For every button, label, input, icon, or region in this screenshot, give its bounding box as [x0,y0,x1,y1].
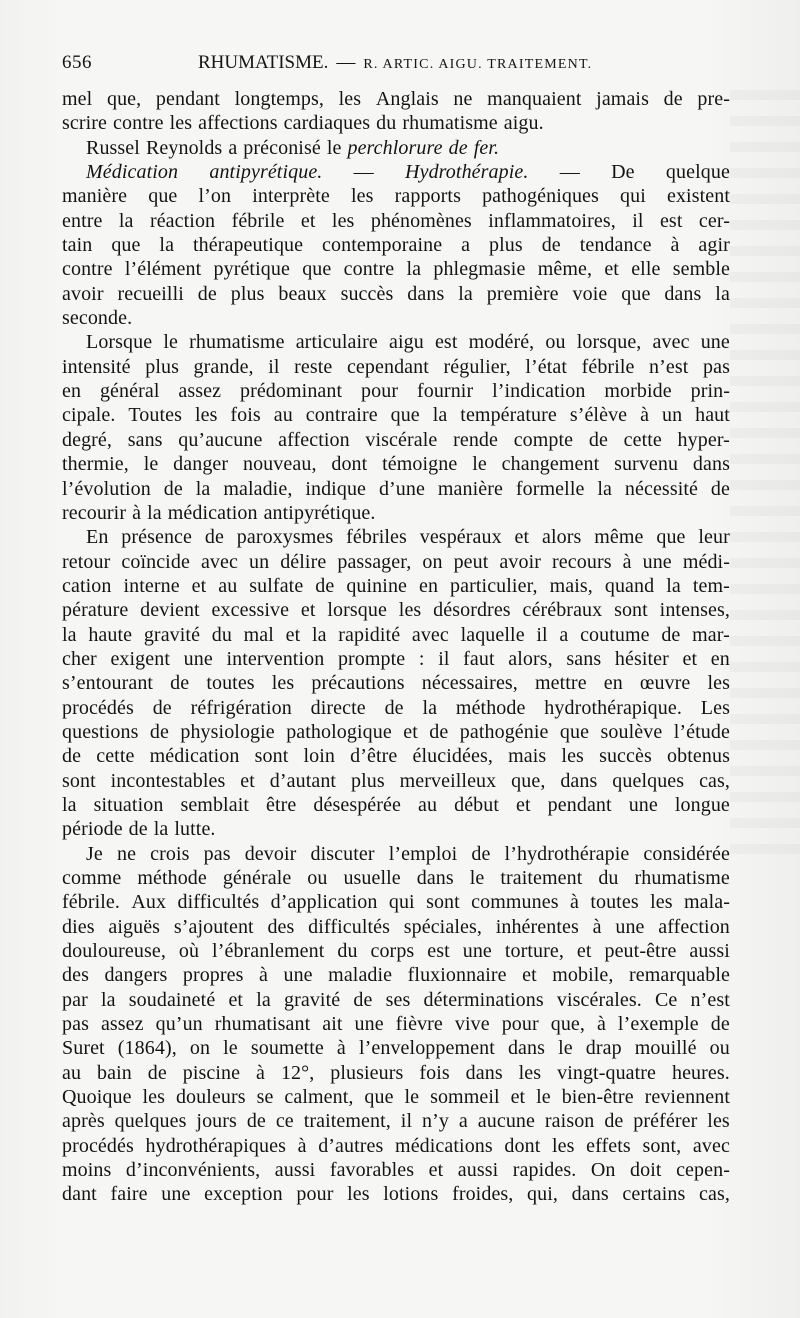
running-title-dash: — [336,52,356,73]
text-line: En présence de paroxysmes fébriles vespéraux et alors même que leur [86,526,730,549]
text-line: sont incontestables et d’autant plus merveilleux que, dans quelques cas, [62,769,730,792]
text-line: manière que l’on interprète les rapports pathogéniques qui existent [62,185,730,208]
text-line: degré, sans qu’aucune affection viscérale rende compte de cette hyper- [62,428,730,451]
text-line: scrire contre les affections cardiaques du rhumatisme aigu. [62,112,544,135]
text-line: période de la lutte. [62,818,216,841]
text-line: pas assez qu’un rhumatisant ait une fièvre vive pour que, à l’exemple de [62,1013,730,1036]
text-line: cation interne et au sulfate de quinine en particulier, mais, quand la tem- [62,574,730,597]
text-line: procédés hydrothérapiques à d’autres médications dont les effets sont, avec [62,1134,730,1157]
text-line: pérature devient excessive et lorsque les désordres cérébraux sont intenses, [62,599,730,622]
text-line: questions de physiologie pathologique et de pathogénie que soulève l’étude [62,720,730,743]
text-line: l’évolution de la maladie, indique d’une manière formelle la nécessité de [62,477,730,500]
text-line: la haute gravité du mal et la rapidité avec laquelle il a coutume de mar- [62,623,730,646]
text-line: cipale. Toutes les fois au contraire que la température s’élève à un haut [62,404,730,427]
text-line: de cette médication sont loin d’être élucidées, mais les succès obtenus [62,745,730,768]
text-line: la situation semblait être désespérée au début et pendant une longue [62,793,730,816]
text-line: mel que, pendant longtemps, les Anglais ne manquaient jamais de pre- [62,88,730,110]
show-through-texture [730,90,800,870]
text-line: Médication antipyrétique. — Hydrothérapie. — De quelque [86,161,730,184]
text-line: en général assez prédominant pour fournir l’indication morbide prin- [62,380,730,403]
text-line: moins d’inconvénients, aussi favorables et aussi rapides. On doit cepen- [62,1159,730,1182]
text-line: des dangers propres à une maladie fluxionnaire et mobile, remarquable [62,964,730,987]
text-line: au bain de piscine à 12°, plusieurs fois dans les vingt-quatre heures. [62,1061,730,1084]
text-line: procédés de réfrigération directe de la méthode hydrothérapique. Les [62,696,730,719]
text-line: s’entourant de toutes les précautions nécessaires, mettre en œuvre les [62,672,730,695]
text-line: intensité plus grande, il reste cependant régulier, l’état fébrile n’est pas [62,355,730,378]
text-line: entre la réaction fébrile et les phénomènes inflammatoires, il est cer- [62,209,730,232]
page-number: 656 [62,52,92,73]
page-header [62,52,730,82]
text-line: seconde. [62,307,133,330]
text-line: Suret (1864), on le soumette à l’enveloppement dans le drap mouillé ou [62,1037,730,1060]
text-line: thermie, le danger nouveau, dont témoigne le changement survenu dans [62,453,730,476]
text-line: après quelques jours de ce traitement, il n’y a aucune raison de préférer les [62,1110,730,1133]
text-line: par la soudaineté et la gravité de ses déterminations viscérales. Ce n’est [62,988,730,1011]
text-line: comme méthode générale ou usuelle dans le traitement du rhumatisme [62,867,730,889]
text-line: Russel Reynolds a préconisé le perchlorure de fer. [86,136,500,159]
text-line: Lorsque le rhumatisme articulaire aigu est modéré, ou lorsque, avec une [86,331,730,354]
text-line: Quoique les douleurs se calment, que le sommeil et le bien-être reviennent [62,1086,730,1109]
text-line: tain que la thérapeutique contemporaine a plus de tendance à agir [62,234,730,257]
text-line: fébrile. Aux difficultés d’application qui sont communes à toutes les mala- [62,891,730,914]
text-line: contre l’élément pyrétique que contre la phlegmasie même, et elle semble [62,258,730,281]
running-title [198,52,592,74]
running-title-main: RHUMATISME. [198,52,329,73]
text-line: retour coïncide avec un délire passager, on peut avoir recours à une médi- [62,550,730,573]
text-line: cher exigent une intervention prompte : il faut alors, sans hésiter et en [62,647,730,670]
text-line: dies aiguës s’ajoutent des difficultés spéciales, inhérentes à une affection [62,915,730,938]
text-line: dant faire une exception pour les lotions froides, qui, dans certains cas, [62,1183,730,1206]
text-line: douloureuse, où l’ébranlement du corps est une torture, et peut-être aussi [62,940,730,963]
body-text [62,87,730,1207]
text-line: avoir recueilli de plus beaux succès dans la première voie que dans la [62,282,730,305]
text-line: Je ne crois pas devoir discuter l’emploi de l’hydrothérapie considérée [86,842,730,865]
text-line: recourir à la médication antipyrétique. [62,501,376,524]
running-title-subtitle: R. ARTIC. AIGU. TRAITEMENT. [363,57,593,72]
